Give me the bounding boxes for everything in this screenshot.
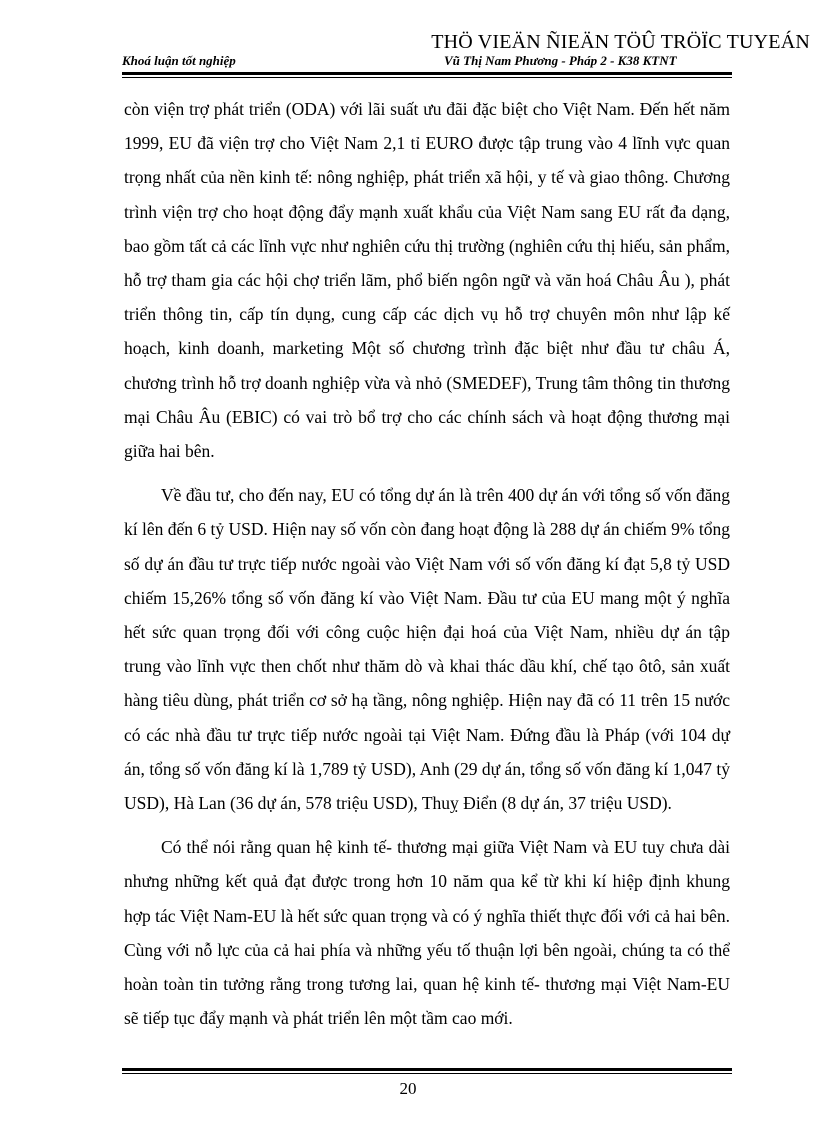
page-header <box>122 53 732 71</box>
header-rule-thick <box>122 72 732 75</box>
footer-rule-thick <box>122 1068 732 1071</box>
footer-rule-thin <box>122 1073 732 1074</box>
page-number: 20 <box>399 1079 417 1098</box>
body-text <box>124 92 730 1045</box>
paragraph-conclusion: Có thể nói rằng quan hệ kinh tế- thương mại giữa Việt Nam và EU tuy chưa dài nhưng những kết quả đạt được trong hơn 10 năm qua kể từ khi kí hiệp định khung hợp tác Việt Nam-EU là hết sức quan trọng và có ý nghĩa thiết thực đối với cả hai bên. Cùng với nỗ lực của cả hai phía và những yếu tố thuận lợi bên ngoài, chúng ta có thể hoàn toàn tin tưởng rằng trong tương lai, quan hệ kinh tế- thương mại Việt Nam-EU sẽ tiếp tục đẩy mạnh và phát triển lên một tầm cao mới. <box>124 837 730 1029</box>
paragraph-investment: Về đầu tư, cho đến nay, EU có tổng dự án là trên 400 dự án với tổng số vốn đăng kí lên đến 6 tỷ USD. Hiện nay số vốn còn đang hoạt động là 288 dự án chiếm 9% tổng số dự án đầu tư trực tiếp nước ngoài vào Việt Nam với số vốn đăng kí đạt 5,8 tỷ USD chiếm 15,26% tổng số vốn đăng kí vào Việt Nam. Đầu tư của EU mang một ý nghĩa hết sức quan trọng đối với công cuộc hiện đại hoá của Việt Nam, nhiều dự án tập trung vào lĩnh vực then chốt như thăm dò và khai thác dầu khí, chế tạo ôtô, sản xuất hàng tiêu dùng, phát triển cơ sở hạ tầng, nông nghiệp. Hiện nay đã có 11 trên 15 nước có các nhà đầu tư trực tiếp nước ngoài tại Việt Nam. Đứng đầu là Pháp (với 104 dự án, tổng số vốn đăng kí là 1,789 tỷ USD), Anh (29 dự án, tổng số vốn đăng kí 1,047 tỷ USD), Hà Lan (36 dự án, 578 triệu USD), Thuỵ Điển (8 dự án, 37 triệu USD). <box>124 485 730 814</box>
paragraph-oda-aid: còn viện trợ phát triển (ODA) với lãi suất ưu đãi đặc biệt cho Việt Nam. Đến hết năm 1999, EU đã viện trợ cho Việt Nam 2,1 tỉ EURO được tập trung vào 4 lĩnh vực quan trọng nhất của nền kinh tế: nông nghiệp, phát triển xã hội, y tế và giao thông. Chương trình viện trợ cho hoạt động đẩy mạnh xuất khẩu của Việt Nam sang EU rất đa dạng, bao gồm tất cả các lĩnh vực như nghiên cứu thị trường (nghiên cứu thị hiếu, sản phẩm, hỗ trợ tham gia các hội chợ triển lãm, phổ biến ngôn ngữ và văn hoá Châu Âu ), phát triển thông tin, cấp tín dụng, cung cấp các dịch vụ hỗ trợ chuyên môn như lập kế hoạch, kinh doanh, marketing Một số chương trình đặc biệt như đầu tư châu Á, chương trình hỗ trợ doanh nghiệp vừa và nhỏ (SMEDEF), Trung tâm thông tin thương mại Châu Âu (EBIC) có vai trò bổ trợ cho các chính sách và hoạt động thương mại giữa hai bên. <box>124 99 730 462</box>
library-watermark: THÖ VIEÄN ÑIEÄN TÖÛ TRÖÏC TUYEÁN <box>431 31 810 53</box>
header-author: Vũ Thị Nam Phương - Pháp 2 - K38 KTNT <box>444 53 677 68</box>
header-thesis-label: Khoá luận tốt nghiệp <box>122 53 236 68</box>
header-rule-thin <box>122 77 732 78</box>
